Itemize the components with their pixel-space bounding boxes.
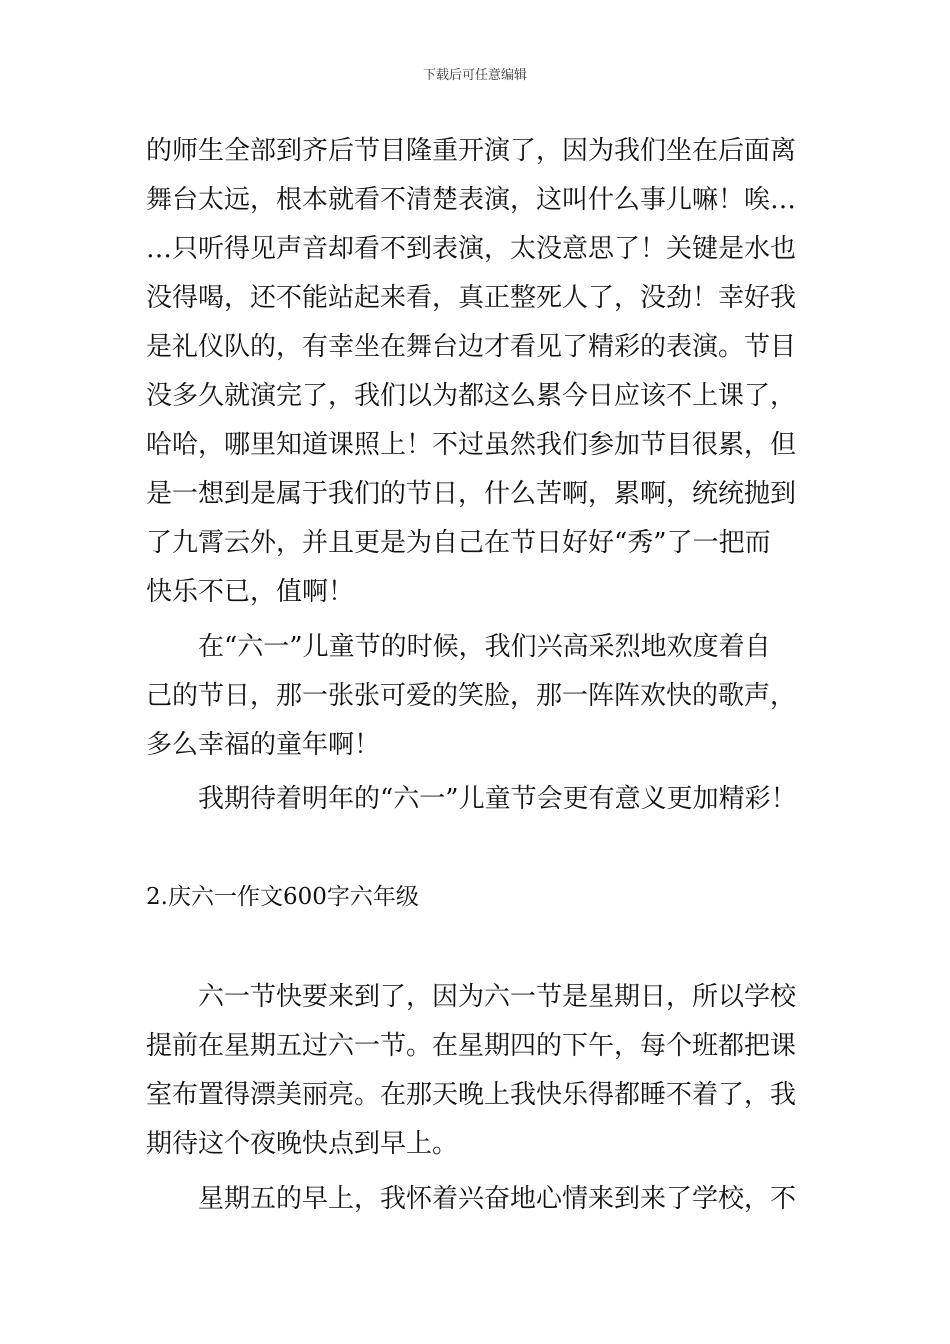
paragraph-line: 期待这个夜晚快点到早上。 [146, 1129, 459, 1159]
paragraph-line: 的师生全部到齐后节目隆重开演了，因为我们坐在后面离 [146, 136, 797, 166]
section-heading: 2.庆六一作文600字六年级 [146, 884, 419, 910]
paragraph-line: 舞台太远，根本就看不清楚表演，这叫什么事儿嘛！唉… [146, 185, 797, 215]
paragraph-line: 是礼仪队的，有幸坐在舞台边才看见了精彩的表演。节目 [146, 332, 797, 362]
paragraph-line: 是一想到是属于我们的节日，什么苦啊，累啊，统统抛到 [146, 479, 797, 509]
paragraph-line: …只听得见声音却看不到表演，太没意思了！关键是水也 [146, 234, 797, 264]
page-header: 下载后可任意编辑 [422, 68, 527, 83]
paragraph-line: 多么幸福的童年啊！ [146, 730, 381, 760]
paragraph-line: 没得喝，还不能站起来看，真正整死人了，没劲！幸好我 [146, 283, 797, 313]
paragraph-line: 我期待着明年的“六一”儿童节会更有意义更加精彩！ [198, 784, 797, 814]
paragraph-line: 了九霄云外，并且更是为自己在节日好好“秀”了一把而 [146, 528, 771, 558]
paragraph-line: 星期五的早上，我怀着兴奋地心情来到来了学校，不 [198, 1184, 797, 1214]
paragraph-line: 六一节快要来到了，因为六一节是星期日，所以学校 [198, 982, 797, 1012]
paragraph-line: 提前在星期五过六一节。在星期四的下午，每个班都把课 [146, 1031, 797, 1061]
paragraph-line: 快乐不已，值啊！ [146, 577, 355, 607]
paragraph-line: 己的节日，那一张张可爱的笑脸，那一阵阵欢快的歌声， [146, 681, 797, 711]
paragraph-line: 没多久就演完了，我们以为都这么累今日应该不上课了， [146, 381, 797, 411]
paragraph-line: 哈哈，哪里知道课照上！不过虽然我们参加节目很累，但 [146, 430, 797, 460]
paragraph-line: 室布置得漂美丽亮。在那天晚上我快乐得都睡不着了，我 [146, 1080, 797, 1110]
paragraph-line: 在“六一”儿童节的时候，我们兴高采烈地欢度着自 [198, 632, 771, 662]
